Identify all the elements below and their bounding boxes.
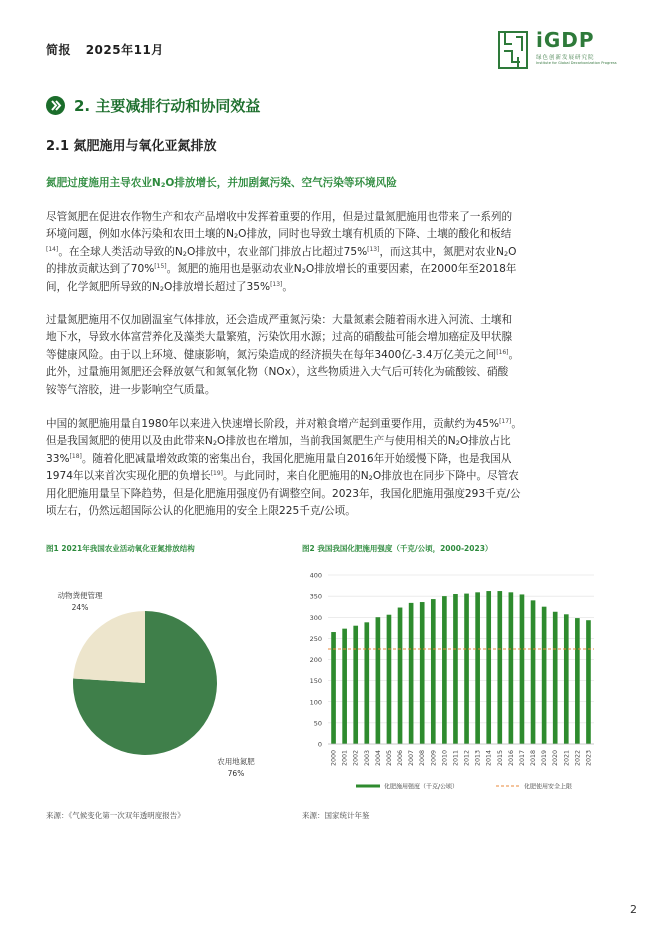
p1-line: 间，化学氮肥所导致的$N_2O$排放增长超过了35%[13]。	[46, 280, 293, 293]
p2-line: 等健康风险。由于以上环境、健康影响，氮污染造成的经济损失在每年3400亿-3.4万亿美元之间[16]。	[46, 348, 520, 361]
x-tick-label: 2002	[352, 750, 360, 767]
bar	[431, 599, 436, 744]
subsection-title: 2.1 氮肥施用与氧化亚氮排放	[46, 139, 217, 154]
bar	[553, 612, 558, 744]
x-tick-label: 2006	[397, 750, 405, 767]
p2-line: 此外，过量施用氮肥还会释放氨气和氮氧化物（NOx），这些物质进入大气后可转化为硫酸铵、硝酸	[46, 366, 509, 379]
legend-label: 化肥使用安全上限	[524, 783, 573, 791]
bar	[464, 594, 469, 744]
citation: [18]	[69, 452, 82, 460]
pie-value-label: 76%	[227, 769, 245, 778]
x-tick-label: 2001	[341, 750, 349, 767]
x-tick-label: 2017	[518, 750, 526, 767]
citation: [16]	[496, 348, 509, 356]
bar	[486, 591, 491, 744]
key-finding	[46, 175, 397, 190]
y-tick-label: 150	[309, 677, 322, 686]
x-tick-label: 2015	[496, 750, 504, 767]
bar	[575, 618, 580, 744]
figure2-title: 图2 我国我国化肥施用强度（千克/公顷，2000-2023）	[302, 544, 493, 553]
y-tick-label: 100	[309, 698, 322, 707]
y-tick-label: 250	[309, 634, 322, 643]
p3-line: 但是我国氮肥的使用以及由此带来$N_2O$排放也在增加，当前我国氮肥生产与使用相关的$N_2O$排放占比	[46, 435, 511, 448]
bar	[420, 602, 425, 744]
p3-line: 顷左右，仍然远超国际公认的化肥施用的安全上限225千克/公顷。	[46, 505, 356, 518]
bar	[509, 592, 514, 744]
x-tick-label: 2011	[452, 750, 460, 767]
x-tick-label: 2007	[408, 750, 416, 767]
x-tick-label: 2018	[530, 750, 538, 767]
x-tick-label: 2010	[441, 750, 449, 767]
x-tick-label: 2014	[485, 750, 493, 767]
x-tick-label: 2004	[374, 750, 382, 767]
section-title: 2. 主要减排行动和协同效益	[74, 96, 261, 115]
paragraph-3	[46, 416, 618, 520]
report-header	[46, 41, 174, 58]
logo-cn-name: 绿色创新发展研究院	[536, 55, 595, 61]
bar	[475, 592, 480, 744]
p2-line: 铵等气溶胶，进一步影响空气质量。	[46, 383, 216, 396]
chevron-right-icon	[46, 96, 65, 115]
key-finding-post: O排放增长，并加剧氮污染、空气污染等环境风险	[165, 177, 397, 189]
x-tick-label: 2009	[430, 750, 438, 767]
legend-label: 化肥施用强度（千克/公顷）	[384, 783, 459, 791]
bar	[398, 608, 403, 744]
bar	[342, 629, 347, 744]
citation: [13]	[367, 245, 380, 253]
x-tick-label: 2016	[507, 750, 515, 767]
x-tick-label: 2000	[330, 750, 338, 767]
figure1-source: 来源：《气候变化第一次双年透明度报告》	[46, 811, 185, 820]
p3-line: 用化肥施用量呈下降趋势，但是化肥施用强度仍有调整空间。2023年，我国化肥施用强度293千克/公	[46, 487, 521, 500]
citation: [19]	[210, 470, 224, 478]
paragraph-2	[46, 312, 618, 399]
bar	[531, 600, 536, 744]
paragraph-1	[46, 209, 618, 296]
bar	[353, 626, 358, 744]
p2-line: 地下水，导致水体富营养化及藻类大量繁殖，污染饮用水源；过高的硝酸盐可能会增加癌症及甲状腺	[46, 331, 513, 344]
p3-line: 中国的氮肥施用量自1980年以来进入快速增长阶段，并对粮食增产起到重要作用，贡献约为45%[17]。	[46, 418, 522, 430]
x-tick-label: 2003	[363, 750, 371, 767]
figure1-title: 图1 2021年我国农业活动氧化亚氮排放结构	[46, 544, 195, 553]
bar	[542, 607, 547, 744]
pie-label: 动物粪便管理	[57, 591, 103, 600]
y-tick-label: 50	[313, 719, 322, 728]
x-tick-label: 2019	[541, 750, 549, 767]
figure2-source: 来源：国家统计年鉴	[302, 811, 370, 820]
bar-chart	[296, 560, 626, 800]
p2-line: 过量氮肥施用不仅加剧温室气体排放，还会造成严重氮污染：大量氮素会随着雨水进入河流、土壤和	[46, 314, 513, 326]
p1-line: 环境问题，例如水体污染和农田土壤的$N_2O$排放，同时也导致土壤有机质的下降、土壤的酸化和板结	[46, 228, 512, 241]
doc-date-label: 2025年11月	[85, 43, 164, 57]
pie-slice	[73, 611, 145, 683]
bar	[387, 615, 392, 744]
doc-type-label: 简报	[46, 43, 72, 57]
citation: [15]	[154, 263, 167, 271]
logo-en-name: Institute for Global Decarbonization Progress	[536, 61, 617, 65]
bar	[453, 594, 458, 744]
citation: [13]	[270, 280, 283, 288]
x-tick-label: 2008	[419, 750, 427, 767]
x-tick-label: 2022	[574, 750, 582, 767]
pie-value-label: 24%	[71, 603, 89, 612]
pie-label: 农用地氮肥	[217, 757, 255, 766]
bar	[376, 617, 381, 744]
pie-chart	[40, 560, 290, 790]
key-finding-pre: 氮肥过度施用主导农业N	[46, 177, 161, 189]
y-tick-label: 400	[309, 571, 322, 580]
bar	[586, 620, 591, 744]
citation: [17]	[499, 418, 512, 425]
x-tick-label: 2023	[585, 750, 593, 767]
x-tick-label: 2013	[474, 750, 482, 767]
bar	[520, 594, 525, 744]
bar	[442, 596, 447, 744]
p1-line: 尽管氮肥在促进农作物生产和农产品增收中发挥着重要的作用，但是过量氮肥施用也带来了一系列的	[46, 211, 513, 223]
y-tick-label: 350	[309, 592, 322, 601]
logo-brand: iGDP	[536, 28, 595, 52]
y-tick-label: 200	[309, 656, 322, 664]
p3-line: 33%[18]。随着化肥减量增效政策的密集出台，我国化肥施用量自2016年开始缓慢下降，也是我国从	[46, 452, 512, 465]
page-number: 2	[630, 903, 637, 916]
logo-mark-icon	[498, 31, 528, 69]
x-tick-label: 2020	[552, 750, 560, 767]
bar	[564, 614, 569, 744]
x-tick-label: 2021	[563, 750, 571, 767]
bar	[364, 622, 369, 744]
key-finding-sub: 2	[160, 181, 166, 189]
p1-line: 的排放贡献达到了70%[15]。氮肥的施用也是驱动农业$N_2O$排放增长的重要因素，在2000年至2018年	[46, 263, 517, 276]
y-tick-label: 0	[317, 740, 322, 749]
bar	[497, 591, 502, 744]
citation: [14]	[46, 245, 59, 253]
x-tick-label: 2005	[385, 750, 393, 767]
bar	[409, 603, 414, 744]
p3-line: 1974年以来首次实现化肥的负增长[19]。与此同时，来自化肥施用的$N_2O$排放也在同步下降中。尽管农	[46, 470, 519, 483]
p1-line: [14]。在全球人类活动导致的$N_2O$排放中，农业部门排放占比超过75%[13]，而这其中，氮肥对农业$N_2O$	[46, 245, 517, 258]
section-heading	[46, 94, 260, 116]
igdp-logo	[498, 28, 626, 71]
x-tick-label: 2012	[463, 750, 471, 767]
y-tick-label: 300	[309, 613, 322, 622]
